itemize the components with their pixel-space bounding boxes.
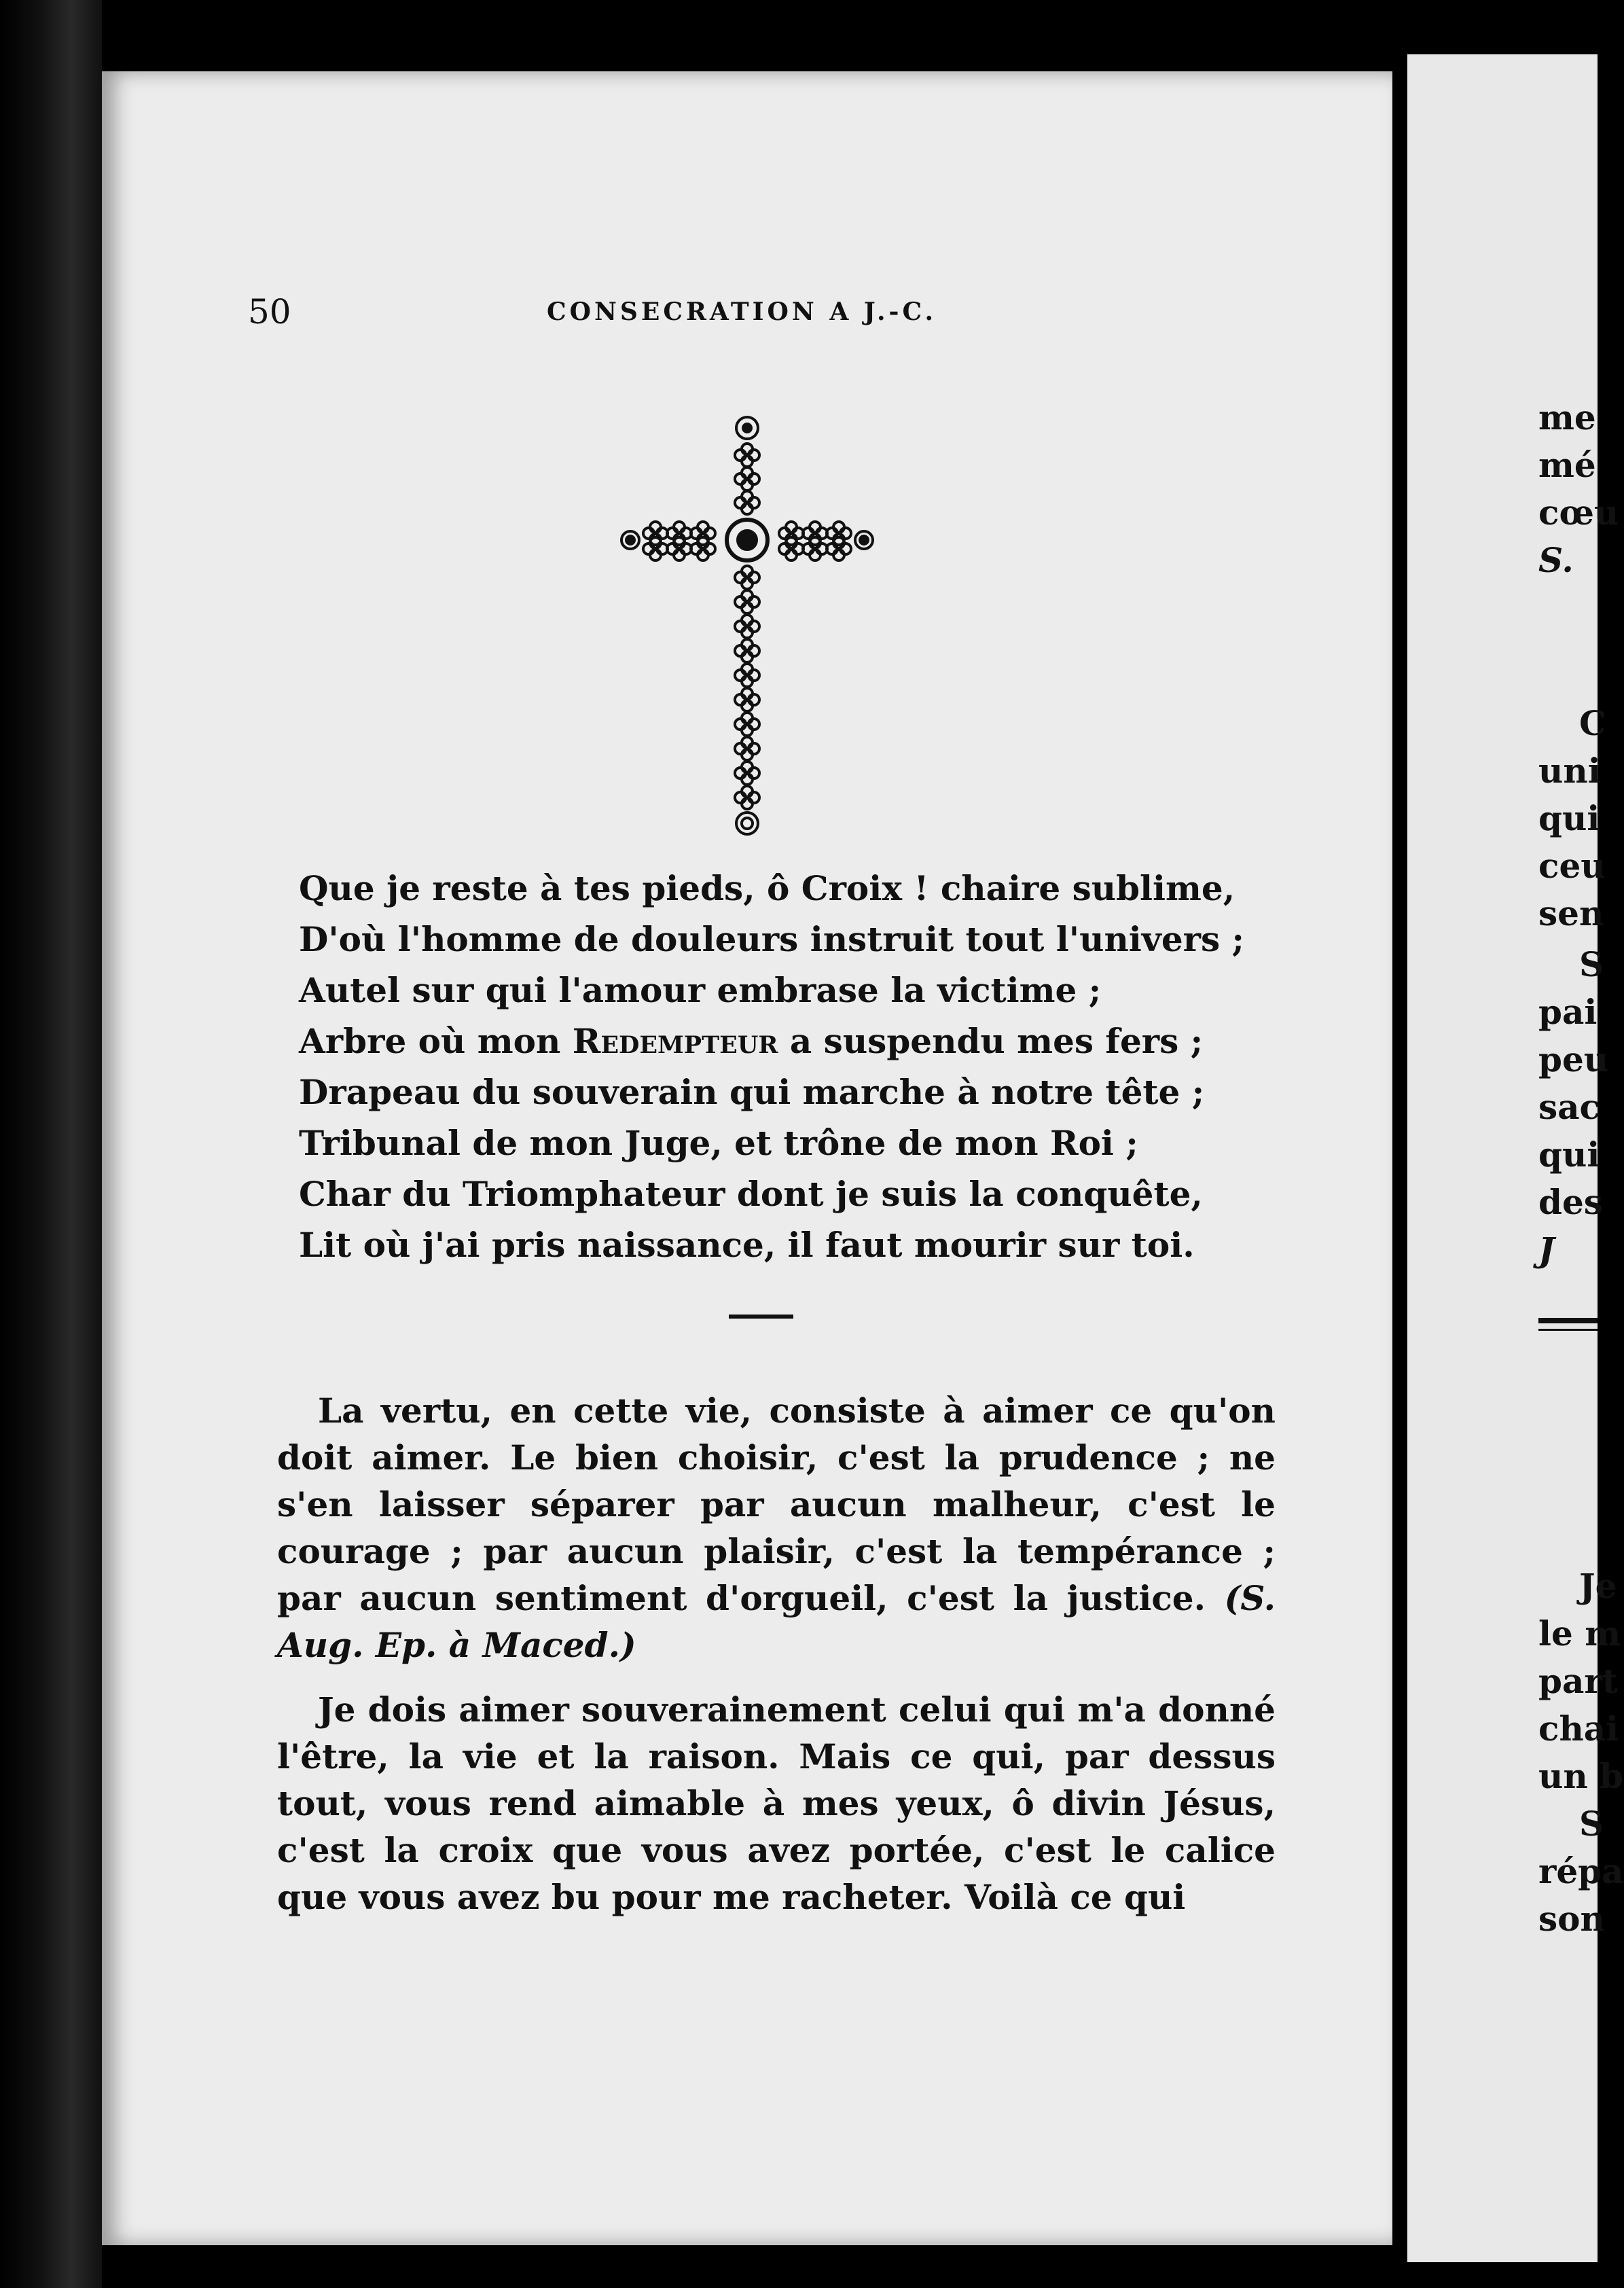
page-gutter bbox=[1392, 54, 1407, 2262]
facing-divider-thin bbox=[1538, 1329, 1598, 1331]
facing-line: S bbox=[1579, 1804, 1604, 1844]
facing-line: sen bbox=[1538, 893, 1604, 933]
paragraph-text: La vertu, en cette vie, consiste à aimer ce qu'on doit aimer. Le bien choisir, c'est la prudence ; ne s'en laisser séparer par aucun malheur, c'est le courage ; par aucun plaisir, c'est la tempérance ; par aucun sentiment d'orgueil, c'est la justice. bbox=[277, 1391, 1276, 1618]
section-divider bbox=[729, 1315, 793, 1319]
poem-line: Autel sur qui l'amour embrase la victime ; bbox=[299, 970, 1102, 1010]
page-number: 50 bbox=[248, 292, 291, 332]
facing-line: C bbox=[1579, 703, 1606, 743]
facing-line: peu bbox=[1538, 1039, 1609, 1079]
running-title: CONSECRATION A J.-C. bbox=[547, 298, 937, 326]
redempteur-word: Redempteur bbox=[572, 1021, 778, 1061]
poem-line-part: Arbre où mon bbox=[299, 1021, 573, 1061]
facing-line: Je bbox=[1579, 1566, 1617, 1606]
facing-line: des bbox=[1538, 1182, 1603, 1222]
poem-line-part: a suspendu mes fers ; bbox=[778, 1021, 1204, 1061]
facing-line: part bbox=[1538, 1661, 1618, 1701]
paragraph-vertu bbox=[277, 1387, 1276, 1668]
poem-line: Que je reste à tes pieds, ô Croix ! chaire sublime, bbox=[299, 868, 1235, 908]
facing-line: J bbox=[1538, 1230, 1555, 1270]
cross-ornament-icon bbox=[618, 408, 876, 842]
facing-line: son bbox=[1538, 1899, 1605, 1939]
facing-divider bbox=[1538, 1318, 1598, 1323]
poem-line: D'où l'homme de douleurs instruit tout l'univers ; bbox=[299, 919, 1245, 959]
paragraph-aimer bbox=[277, 1686, 1276, 1920]
facing-line: cœu bbox=[1538, 493, 1619, 533]
facing-line: qui bbox=[1538, 798, 1600, 838]
poem-line: Tribunal de mon Juge, et trône de mon Roi ; bbox=[299, 1123, 1138, 1163]
facing-line: le m bbox=[1538, 1613, 1621, 1654]
facing-line: chai bbox=[1538, 1709, 1619, 1749]
paragraph-text: Je dois aimer souverainement celui qui m'a donné l'être, la vie et la raison. Mais ce qui, par dessus tout, vous rend aimable à mes yeux, ô divin Jésus, c'est la croix que vous avez portée, c'est le calice que vous avez bu pour me racheter. Voilà ce qui bbox=[277, 1690, 1276, 1917]
book-gutter-shadow bbox=[0, 0, 102, 2288]
poem bbox=[299, 863, 1245, 1270]
poem-line: Drapeau du souverain qui marche à notre tête ; bbox=[299, 1072, 1205, 1112]
facing-line: pai bbox=[1538, 992, 1598, 1032]
facing-line: S bbox=[1579, 944, 1604, 984]
poem-line: Lit où j'ai pris naissance, il faut mourir sur toi. bbox=[299, 1225, 1195, 1265]
poem-line: Char du Triomphateur dont je suis la conquête, bbox=[299, 1174, 1203, 1214]
poem-line bbox=[299, 1016, 1236, 1067]
facing-line: me bbox=[1538, 397, 1596, 437]
facing-line: répa bbox=[1538, 1851, 1624, 1891]
facing-line: qui bbox=[1538, 1134, 1600, 1175]
facing-line: uni bbox=[1538, 751, 1601, 791]
facing-line: sac bbox=[1538, 1087, 1600, 1127]
facing-line: un b bbox=[1538, 1756, 1624, 1796]
facing-line: ceu bbox=[1538, 846, 1606, 886]
facing-line: S. bbox=[1538, 540, 1574, 580]
facing-line: mé bbox=[1538, 445, 1596, 485]
citation: (S. Aug. Ep. à Maced.) bbox=[277, 1578, 1276, 1665]
